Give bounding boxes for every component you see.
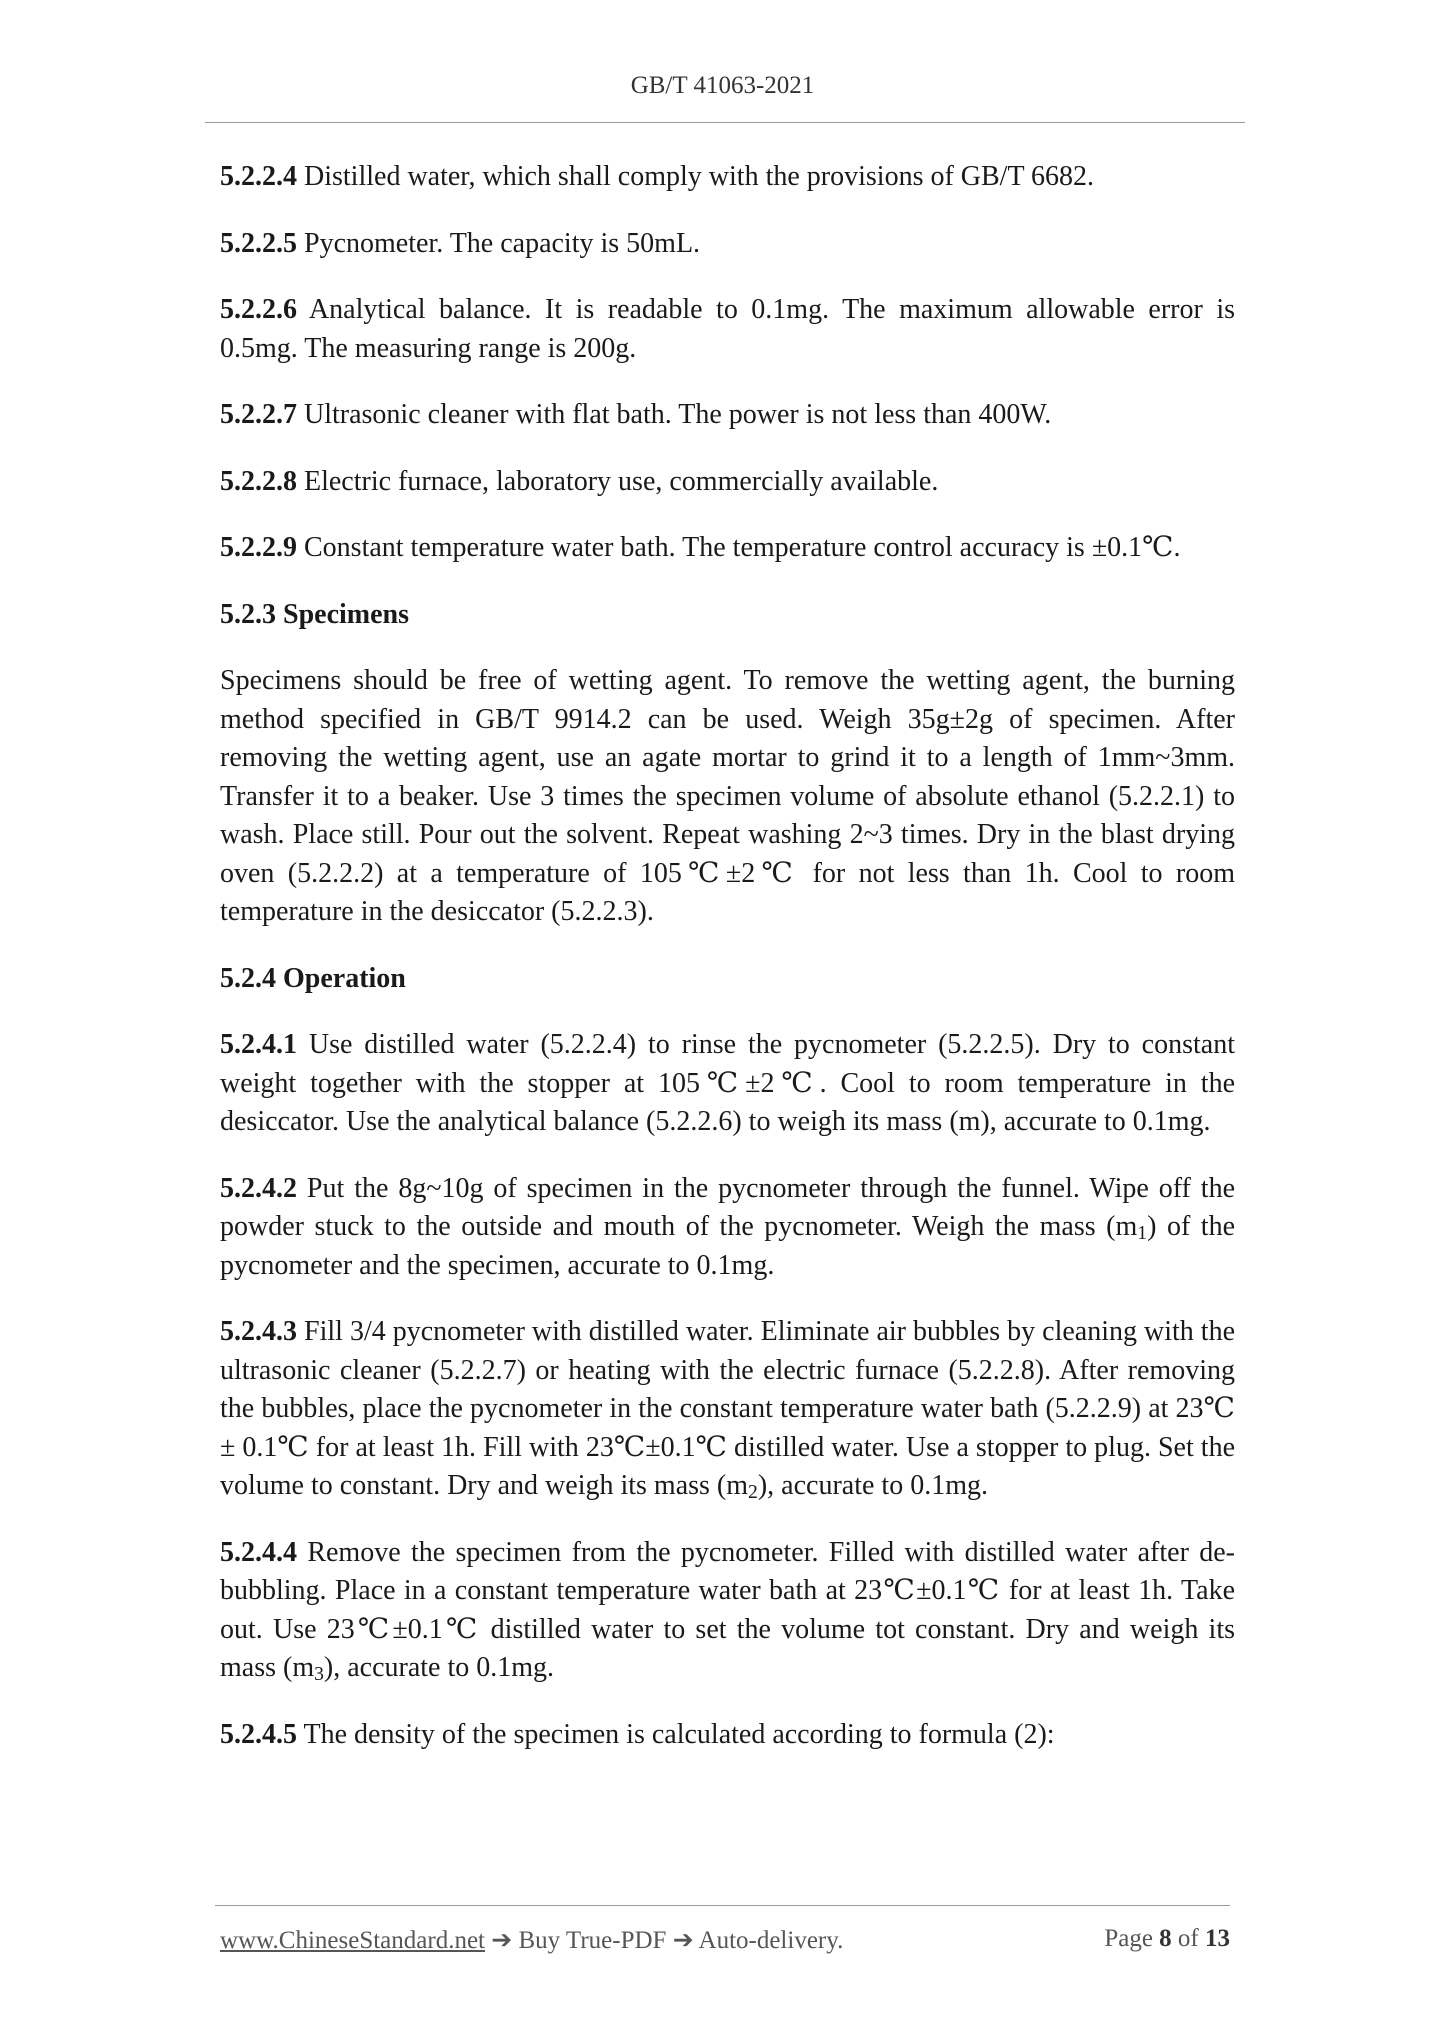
clause-5-2-4-1 [220, 1026, 1235, 1142]
clause-5-2-2-4 [220, 158, 1235, 197]
clause-text: The density of the specimen is calculated according to formula (2): [297, 1718, 1055, 1750]
clause-text: Electric furnace, laboratory use, commercially available. [297, 465, 939, 497]
clause-text: Pycnometer. The capacity is 50mL. [297, 227, 701, 259]
clause-number: 5.2.2.5 [220, 227, 297, 259]
clause-text: Fill 3/4 pycnometer with distilled water. Eliminate air bubbles by cleaning with the ultrasonic cleaner (5.2.2.7) or heating with the electric furnace (5.2.2.8). After removing the bubbles, place the pycnometer in the constant temperature water bath (5.2.2.9) at 23℃ ± 0.1℃ for at least 1h. Fill with 23℃±0.1℃ distilled water. Use a stopper to plug. Set the volume to constant. Dry and weigh its mass (m [220, 1316, 1235, 1501]
auto-delivery-text: Auto-delivery. [693, 1927, 844, 1954]
clause-text: ), accurate to 0.1mg. [323, 1652, 555, 1683]
page-label: Page [1104, 1925, 1160, 1952]
subscript: 3 [314, 1663, 324, 1685]
clause-number: 5.2.4.5 [220, 1718, 297, 1750]
clause-number: 5.2.2.8 [220, 465, 297, 497]
clause-number: 5.2.4.1 [220, 1029, 297, 1060]
clause-5-2-2-7 [220, 396, 1235, 435]
footer-divider [215, 1905, 1230, 1906]
clause-text: Distilled water, which shall comply with the provisions of GB/T 6682. [297, 161, 1095, 192]
page-content [220, 158, 1235, 1782]
clause-5-2-2-8 [220, 463, 1235, 502]
clause-5-2-4-2 [220, 1170, 1235, 1286]
clause-5-2-2-5 [220, 225, 1235, 264]
arrow-right-icon: ➔ [491, 1927, 513, 1954]
website-link[interactable]: www.ChineseStandard.net [220, 1927, 485, 1954]
clause-number: 5.2.2.9 [220, 532, 297, 563]
arrow-right-icon: ➔ [672, 1927, 694, 1954]
clause-5-2-4-3 [220, 1313, 1235, 1506]
clause-number: 5.2.2.6 [220, 294, 297, 325]
specimens-paragraph: Specimens should be free of wetting agent. To remove the wetting agent, the burning method specified in GB/T 9914.2 can be used. Weigh 35g±2g of specimen. After removing the wetting agent, use an agate mortar to grind it to a length of 1mm~3mm. Transfer it to a beaker. Use 3 times the specimen volume of absolute ethanol (5.2.2.1) to wash. Place still. Pour out the solvent. Repeat washing 2~3 times. Dry in the blast drying oven (5.2.2.2) at a temperature of 105℃±2℃ for not less than 1h. Cool to room temperature in the desiccator (5.2.2.3). [220, 665, 1235, 927]
page-footer [220, 1925, 1230, 1955]
page-total: 13 [1205, 1925, 1230, 1952]
clause-5-2-4-4 [220, 1534, 1235, 1688]
subscript: 2 [748, 1481, 758, 1503]
clause-text: Use distilled water (5.2.2.4) to rinse the pycnometer (5.2.2.5). Dry to constant weight together with the stopper at 105℃±2℃. Cool to room temperature in the desiccator. Use the analytical balance (5.2.2.6) to weigh its mass (m), accurate to 0.1mg. [220, 1029, 1235, 1137]
clause-number: 5.2.2.4 [220, 161, 297, 192]
page-of: of [1171, 1925, 1205, 1952]
section-heading-operation: 5.2.4 Operation [220, 962, 406, 994]
buy-text: Buy True-PDF [512, 1927, 673, 1954]
clause-number: 5.2.4.3 [220, 1316, 297, 1347]
clause-text: Analytical balance. It is readable to 0.1mg. The maximum allowable error is 0.5mg. The measuring range is 200g. [220, 294, 1235, 364]
footer-left [220, 1925, 843, 1955]
clause-number: 5.2.2.7 [220, 399, 297, 430]
clause-text: Put the 8g~10g of specimen in the pycnometer through the funnel. Wipe off the powder stuck to the outside and mouth of the pycnometer. Weigh the mass (m [220, 1172, 1235, 1242]
subscript: 1 [1137, 1222, 1148, 1244]
clause-text: Ultrasonic cleaner with flat bath. The power is not less than 400W. [297, 399, 1052, 430]
clause-5-2-2-6 [220, 291, 1235, 368]
page-number: 8 [1159, 1925, 1172, 1952]
clause-5-2-2-9 [220, 529, 1235, 568]
clause-number: 5.2.4.4 [220, 1536, 297, 1568]
clause-text: Constant temperature water bath. The temperature control accuracy is ±0.1℃. [297, 532, 1181, 563]
clause-text: Remove the specimen from the pycnometer. Filled with distilled water after de-bubbling. Place in a constant temperature water bath at 23℃±0.1℃ for at least 1h. Take out. Use 23℃±0.1℃ distilled water to set the volume tot constant. Dry and weigh its mass (m [220, 1536, 1235, 1683]
section-heading-specimens: 5.2.3 Specimens [220, 598, 409, 630]
clause-text: ) of the pycnometer and the specimen, accurate to 0.1mg. [220, 1211, 1236, 1281]
page-indicator [1104, 1925, 1230, 1955]
clause-number: 5.2.4.2 [220, 1172, 297, 1204]
header-divider [205, 122, 1245, 123]
document-header: GB/T 41063-2021 [630, 72, 815, 99]
clause-text: ), accurate to 0.1mg. [757, 1470, 988, 1501]
clause-5-2-4-5 [220, 1716, 1235, 1755]
